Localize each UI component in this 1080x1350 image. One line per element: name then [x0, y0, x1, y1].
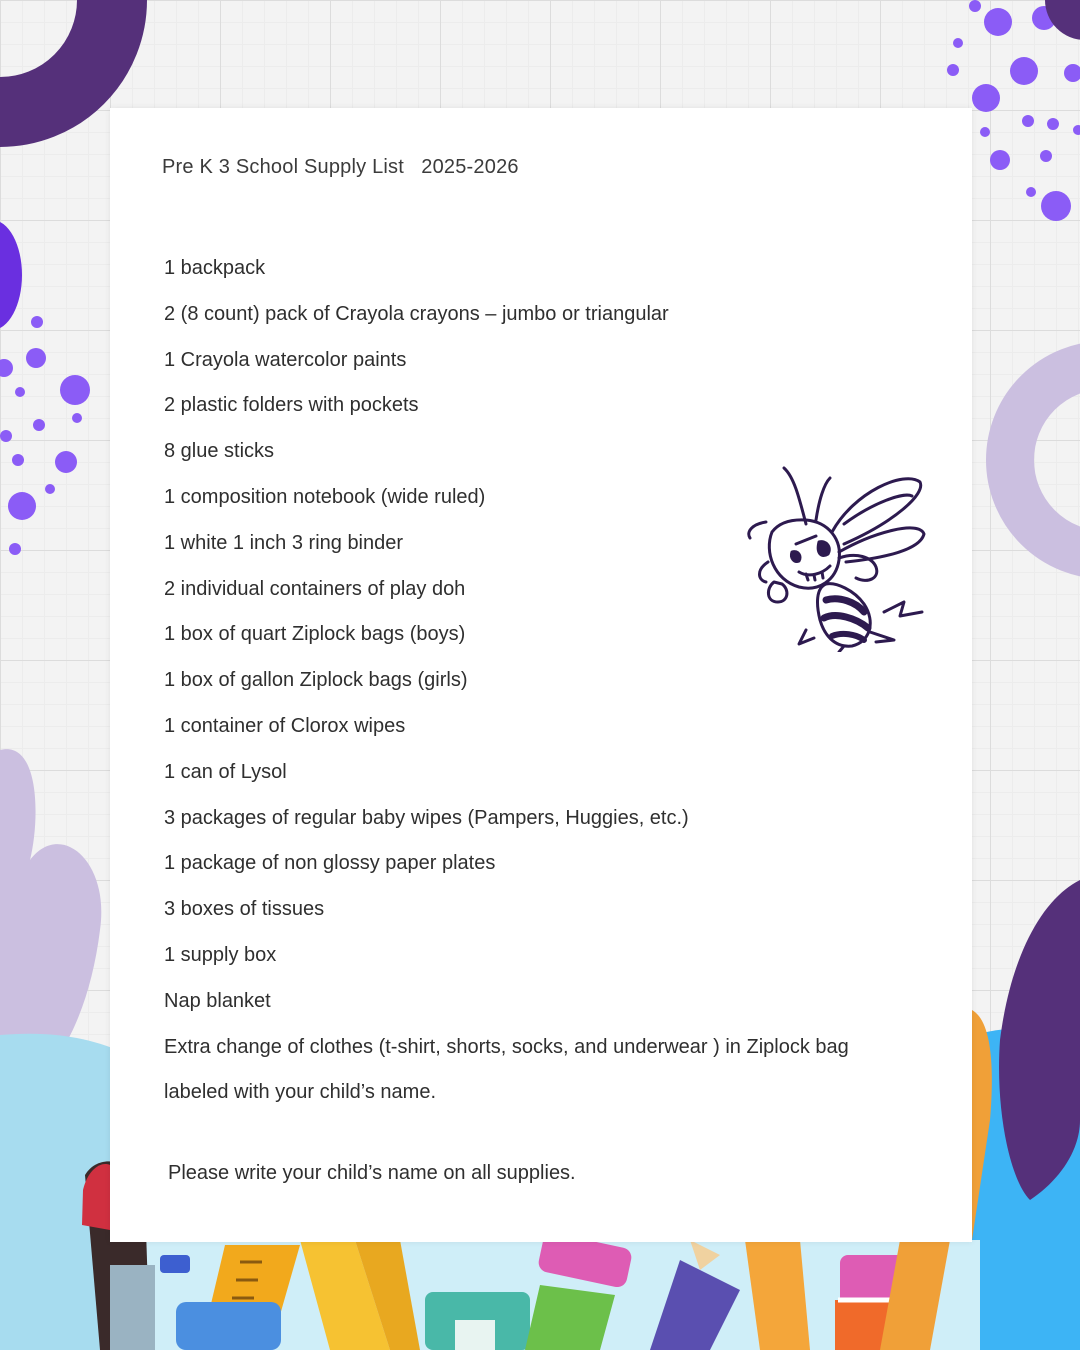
list-item: 1 box of quart Ziplock bags (boys)	[164, 623, 466, 646]
closing-note: Please write your child’s name on all supplies.	[168, 1162, 576, 1184]
list-item: 1 container of Clorox wipes	[164, 714, 406, 737]
list-item: 1 composition notebook (wide ruled)	[164, 485, 486, 508]
purple-leaf-shape	[999, 880, 1080, 1200]
list-item: 3 boxes of tissues	[164, 898, 325, 921]
list-item: 1 can of Lysol	[164, 760, 287, 783]
supply-list-sheet	[110, 108, 972, 1242]
list-item: 1 backpack	[164, 257, 266, 279]
document-title: Pre K 3 School Supply List 2025-2026	[162, 156, 519, 178]
list-item: labeled with your child’s name.	[164, 1081, 437, 1104]
list-item: 2 (8 count) pack of Crayola crayons – jumbo or triangular	[164, 302, 669, 325]
left-dots-shape	[0, 316, 90, 555]
hornet-mascot-icon	[744, 462, 930, 652]
list-item: 2 individual containers of play doh	[164, 577, 466, 600]
list-item: 3 packages of regular baby wipes (Pampers, Huggies, etc.)	[164, 806, 689, 829]
list-item: Extra change of clothes (t-shirt, shorts, socks, and underwear ) in Ziplock bag	[164, 1035, 849, 1058]
list-item: 2 plastic folders with pockets	[164, 394, 419, 417]
list-item: 1 package of non glossy paper plates	[164, 852, 496, 875]
lavender-ring-shape	[1010, 365, 1080, 555]
list-item: Nap blanket	[164, 989, 271, 1012]
purple-ring-shape	[0, 0, 112, 112]
list-item: 1 supply box	[164, 943, 277, 966]
list-item: 1 Crayola watercolor paints	[164, 348, 407, 371]
list-item: 1 box of gallon Ziplock bags (girls)	[164, 669, 468, 692]
supply-list	[164, 246, 849, 1116]
list-item: 1 white 1 inch 3 ring binder	[164, 531, 404, 554]
list-item: 8 glue sticks	[164, 440, 275, 463]
violet-blob-shape	[0, 220, 22, 330]
